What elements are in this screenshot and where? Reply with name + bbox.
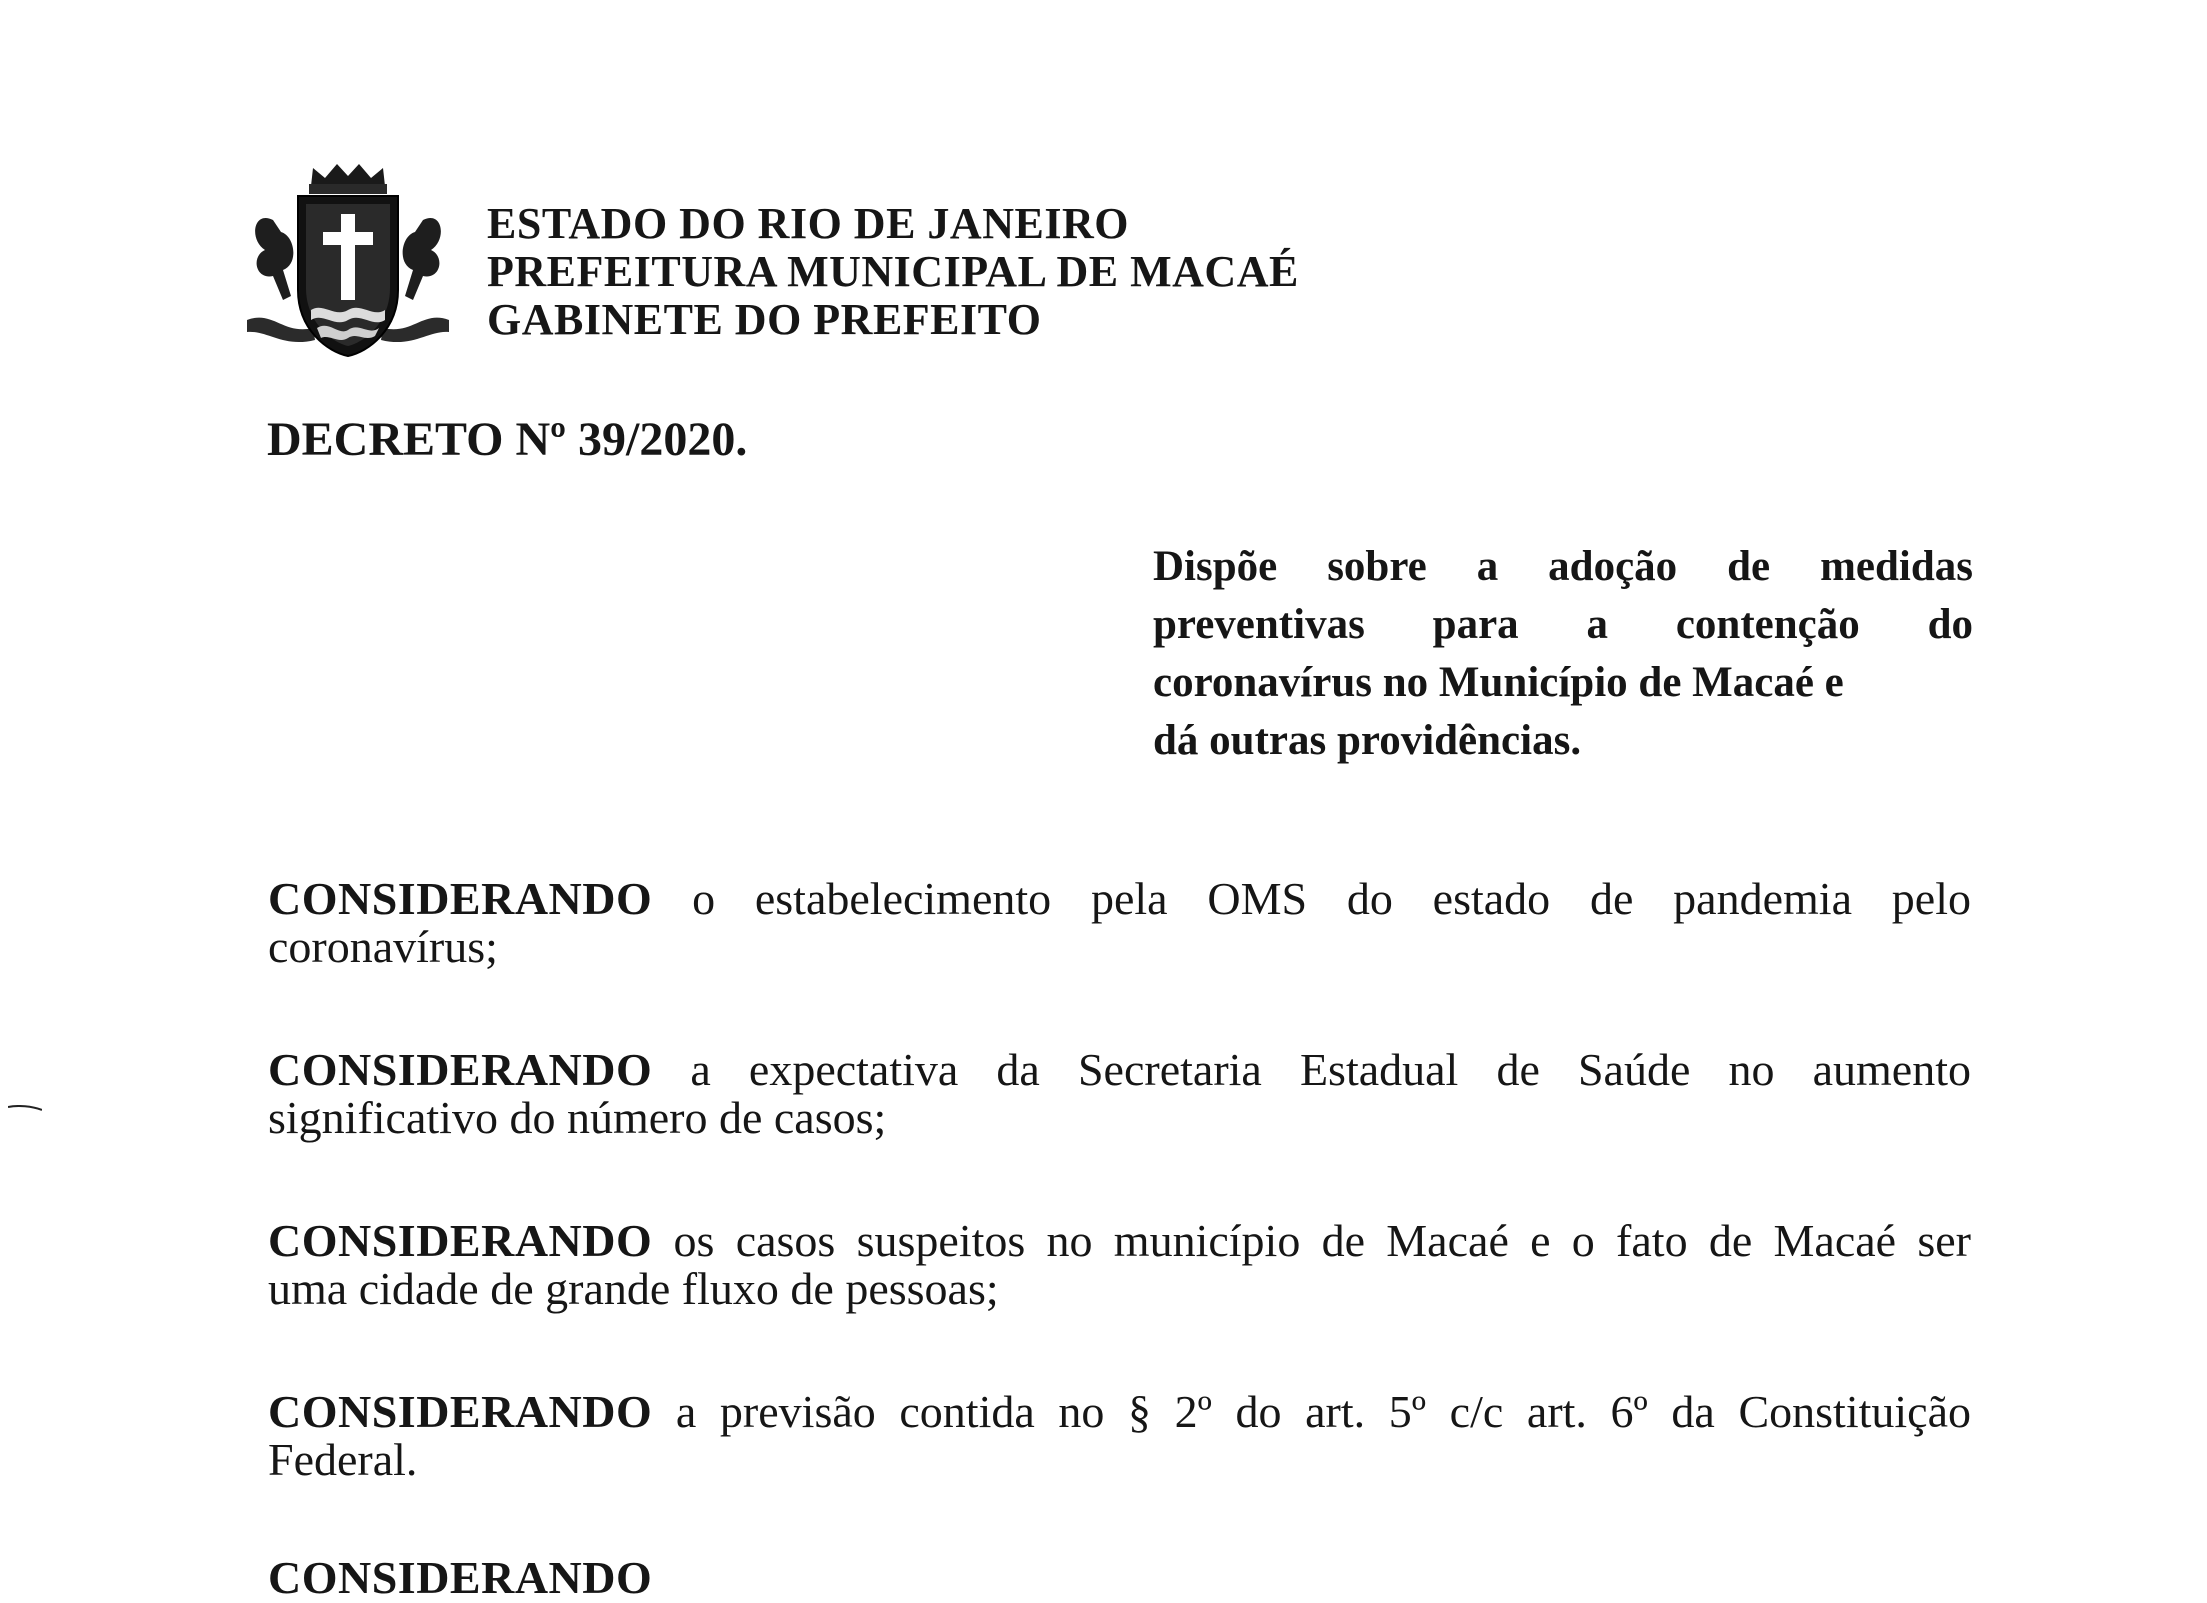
considerando-keyword: CONSIDERANDO [268,1215,653,1266]
summary-line-4: dá outras providências. [1153,717,1582,764]
considerando-paragraph [268,1046,1971,1142]
header-municipality: PREFEITURA MUNICIPAL DE MACAÉ [487,247,1299,296]
paragraph-text-continuation: Federal. [268,1434,418,1485]
considerando-keyword: CONSIDERANDO [268,873,653,924]
paragraph-text-continuation: significativo do número de casos; [268,1092,887,1143]
margin-scan-mark [8,1105,42,1111]
header-office: GABINETE DO PREFEITO [487,295,1042,344]
municipal-coat-of-arms-icon [243,160,453,360]
issuing-authority-header [487,200,1299,344]
considerando-keyword: CONSIDERANDO [268,1044,653,1095]
paragraph-text-continuation: uma cidade de grande fluxo de pessoas; [268,1263,999,1314]
paragraph-text-continuation: coronavírus; [268,921,498,972]
decree-summary [1153,538,1973,770]
paragraph-text: a previsão contida no § 2º do art. 5º c/c art. 6º da Constituição [675,1386,1971,1437]
considerando-keyword: CONSIDERANDO [268,1386,653,1437]
considerando-keyword: CONSIDERANDO [268,1552,653,1603]
paragraph-text: a expectativa da Secretaria Estadual de Saúde no aumento [690,1044,1971,1095]
considerando-paragraph [268,875,1971,971]
header-state: ESTADO DO RIO DE JANEIRO [487,199,1129,248]
paragraph-text: o estabelecimento pela OMS do estado de pandemia pelo [692,873,1971,924]
summary-line-1: Dispõe sobre a adoção de medidas [1153,543,1973,590]
summary-line-2: preventivas para a contenção do [1153,601,1973,648]
considerando-paragraph [268,1217,1971,1313]
decree-number: DECRETO Nº 39/2020. [267,413,748,466]
summary-line-3: coronavírus no Município de Macaé e [1153,659,1844,706]
considerando-paragraph [268,1388,1971,1484]
paragraph-text: os casos suspeitos no município de Macaé e o fato de Macaé ser [673,1215,1971,1266]
considerando-paragraph-cut-off [268,1554,1971,1602]
